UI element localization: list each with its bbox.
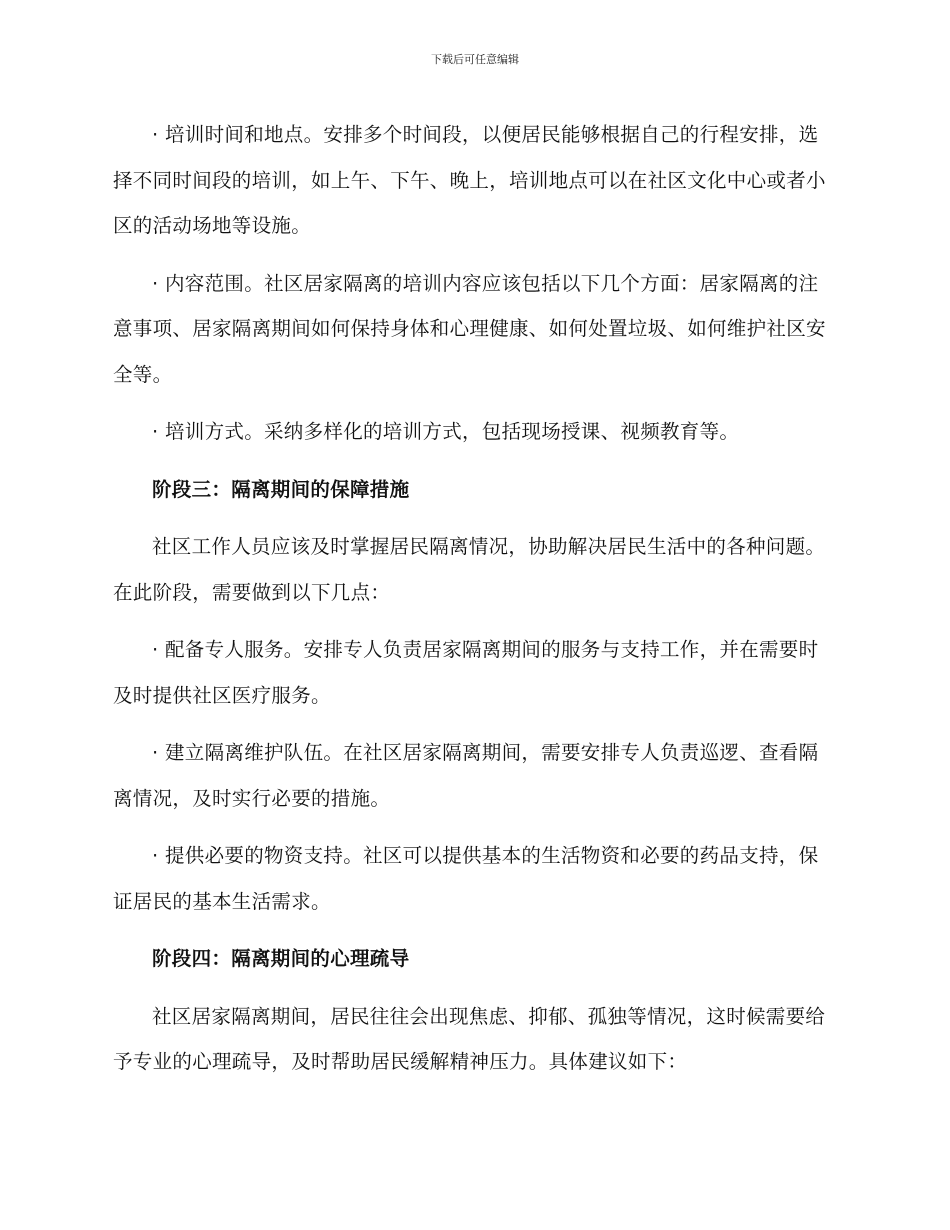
- document-body: [113, 112, 833, 1097]
- section-heading-stage-four: 阶段四：隔离期间的心理疏导: [152, 947, 410, 970]
- paragraph-stage-three-intro: 社区工作人员应该及时掌握居民隔离情况，协助解决居民生活中的各种问题。在此阶段，需要做到以下几点：: [113, 535, 826, 604]
- section-heading-stage-three: 阶段三：隔离期间的保障措施: [152, 477, 410, 501]
- paragraph-supplies-support: · 提供必要的物资支持。社区可以提供基本的生活物资和必要的药品支持，保证居民的基本生活需求。: [113, 844, 819, 913]
- paragraph-training-time-location: · 培训时间和地点。安排多个时间段，以便居民能够根据自己的行程安排，选择不同时间段的培训，如上午、下午、晚上，培训地点可以在社区文化中心或者小区的活动场地等设施。: [113, 123, 826, 237]
- paragraph-dedicated-service: · 配备专人服务。安排专人负责居家隔离期间的服务与支持工作，并在需要时及时提供社区医疗服务。: [113, 638, 819, 707]
- paragraph-content-scope: · 内容范围。社区居家隔离的培训内容应该包括以下几个方面：居家隔离的注意事项、居家隔离期间如何保持身体和心理健康、如何处置垃圾、如何维护社区安全等。: [113, 271, 826, 386]
- paragraph-maintenance-team: · 建立隔离维护队伍。在社区居家隔离期间，需要安排专人负责巡逻、查看隔离情况，及时实行必要的措施。: [113, 741, 819, 810]
- paragraph-stage-four-intro: 社区居家隔离期间，居民往往会出现焦虑、抑郁、孤独等情况，这时候需要给予专业的心理疏导，及时帮助居民缓解精神压力。具体建议如下：: [113, 1004, 826, 1073]
- page-header: 下载后可任意编辑: [431, 53, 519, 66]
- paragraph-training-method: · 培训方式。采纳多样化的培训方式，包括现场授课、视频教育等。: [152, 420, 740, 443]
